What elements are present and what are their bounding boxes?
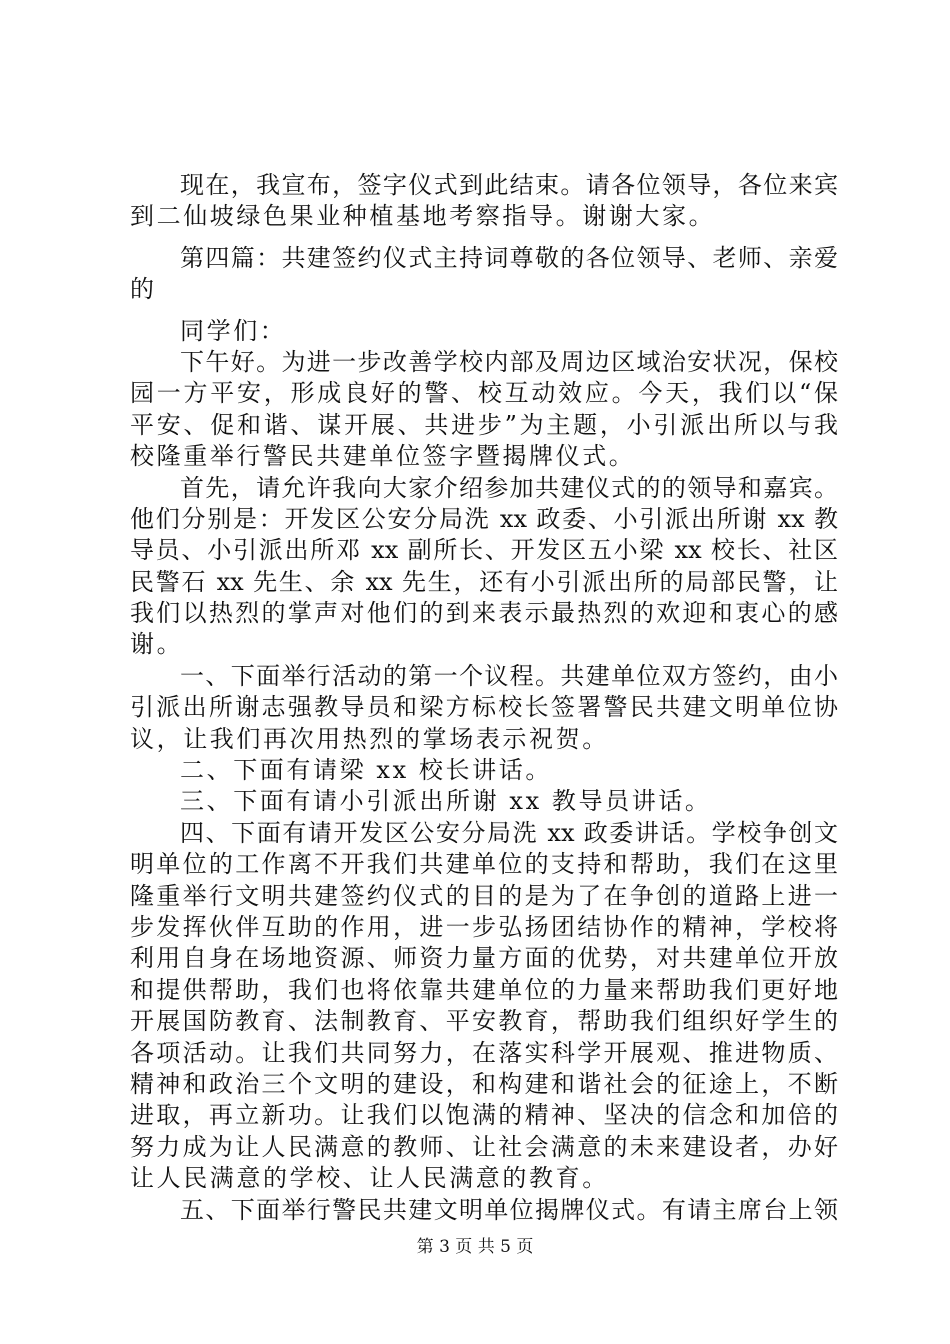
text-line: 他们分别是：开发区公安分局洗 xx 政委、小引派出所谢 xx 教 — [130, 504, 838, 533]
text-line: 四、下面有请开发区公安分局洗 xx 政委讲话。学校争创文 — [180, 818, 838, 847]
text-line: 隆重举行文明共建签约仪式的目的是为了在争创的道路上进一 — [130, 881, 838, 910]
text-line: 精神和政治三个文明的建设，和构建和谐社会的征途上，不断 — [130, 1069, 838, 1098]
text-line: 到二仙坡绿色果业种植基地考察指导。谢谢大家。 — [130, 202, 716, 231]
text-line: 的 — [130, 275, 157, 304]
text-line: 现在，我宣布，签字仪式到此结束。请各位领导，各位来宾 — [180, 171, 838, 199]
text-line: 民警石 xx 先生、余 xx 先生，还有小引派出所的局部民警，让 — [130, 567, 838, 596]
text-line: 议，让我们再次用热烈的掌场表示祝贺。 — [130, 724, 609, 753]
text-line: 我们以热烈的掌声对他们的到来表示最热烈的欢迎和衷心的感 — [130, 599, 838, 628]
text-line: 引派出所谢志强教导员和梁方标校长签署警民共建文明单位协 — [130, 693, 838, 722]
text-line: 步发挥伙伴互助的作用，进一步弘扬团结协作的精神，学校将 — [130, 912, 838, 941]
text-line: 进取，再立新功。让我们以饱满的精神、坚决的信念和加倍的 — [130, 1101, 838, 1130]
text-line: 平安、促和谐、谋开展、共进步”为主题，小引派出所以与我 — [130, 410, 838, 439]
text-line: 导员、小引派出所邓 xx 副所长、开发区五小梁 xx 校长、社区 — [130, 536, 838, 565]
text-line: 校隆重举行警民共建单位签字暨揭牌仪式。 — [130, 442, 636, 471]
text-line: 园一方平安，形成良好的警、校互动效应。今天，我们以“保 — [130, 379, 838, 408]
text-line: 谢。 — [130, 630, 184, 659]
text-line: 五、下面举行警民共建文明单位揭牌仪式。有请主席台上领 — [180, 1195, 838, 1224]
text-line: 和提供帮助，我们也将依靠共建单位的力量来帮助我们更好地 — [130, 975, 838, 1004]
text-line: 同学们： — [180, 316, 287, 345]
text-line: 利用自身在场地资源、师资力量方面的优势，对共建单位开放 — [130, 944, 838, 973]
text-line: 努力成为让人民满意的教师、让社会满意的未来建设者，办好 — [130, 1132, 838, 1161]
text-line: 明单位的工作离不开我们共建单位的支持和帮助，我们在这里 — [130, 850, 838, 879]
text-line: 三、下面有请小引派出所谢 xx 教导员讲话。 — [180, 787, 712, 816]
text-line: 一、下面举行活动的第一个议程。共建单位双方签约，由小 — [180, 661, 838, 690]
text-line: 开展国防教育、法制教育、平安教育，帮助我们组织好学生的 — [130, 1007, 838, 1036]
text-line: 让人民满意的学校、让人民满意的教育。 — [130, 1164, 609, 1193]
text-line: 第四篇：共建签约仪式主持词尊敬的各位领导、老师、亲爱 — [180, 243, 838, 272]
document-body — [130, 170, 838, 1226]
text-line: 各项活动。让我们共同努力，在落实科学开展观、推进物质、 — [130, 1038, 838, 1067]
page-footer: 第 3 页 共 5 页 — [416, 1237, 534, 1257]
text-line: 二、下面有请梁 xx 校长讲话。 — [180, 756, 552, 785]
text-line: 首先，请允许我向大家介绍参加共建仪式的的领导和嘉宾。 — [180, 473, 838, 502]
text-line: 下午好。为进一步改善学校内部及周边区域治安状况，保校 — [180, 347, 838, 376]
